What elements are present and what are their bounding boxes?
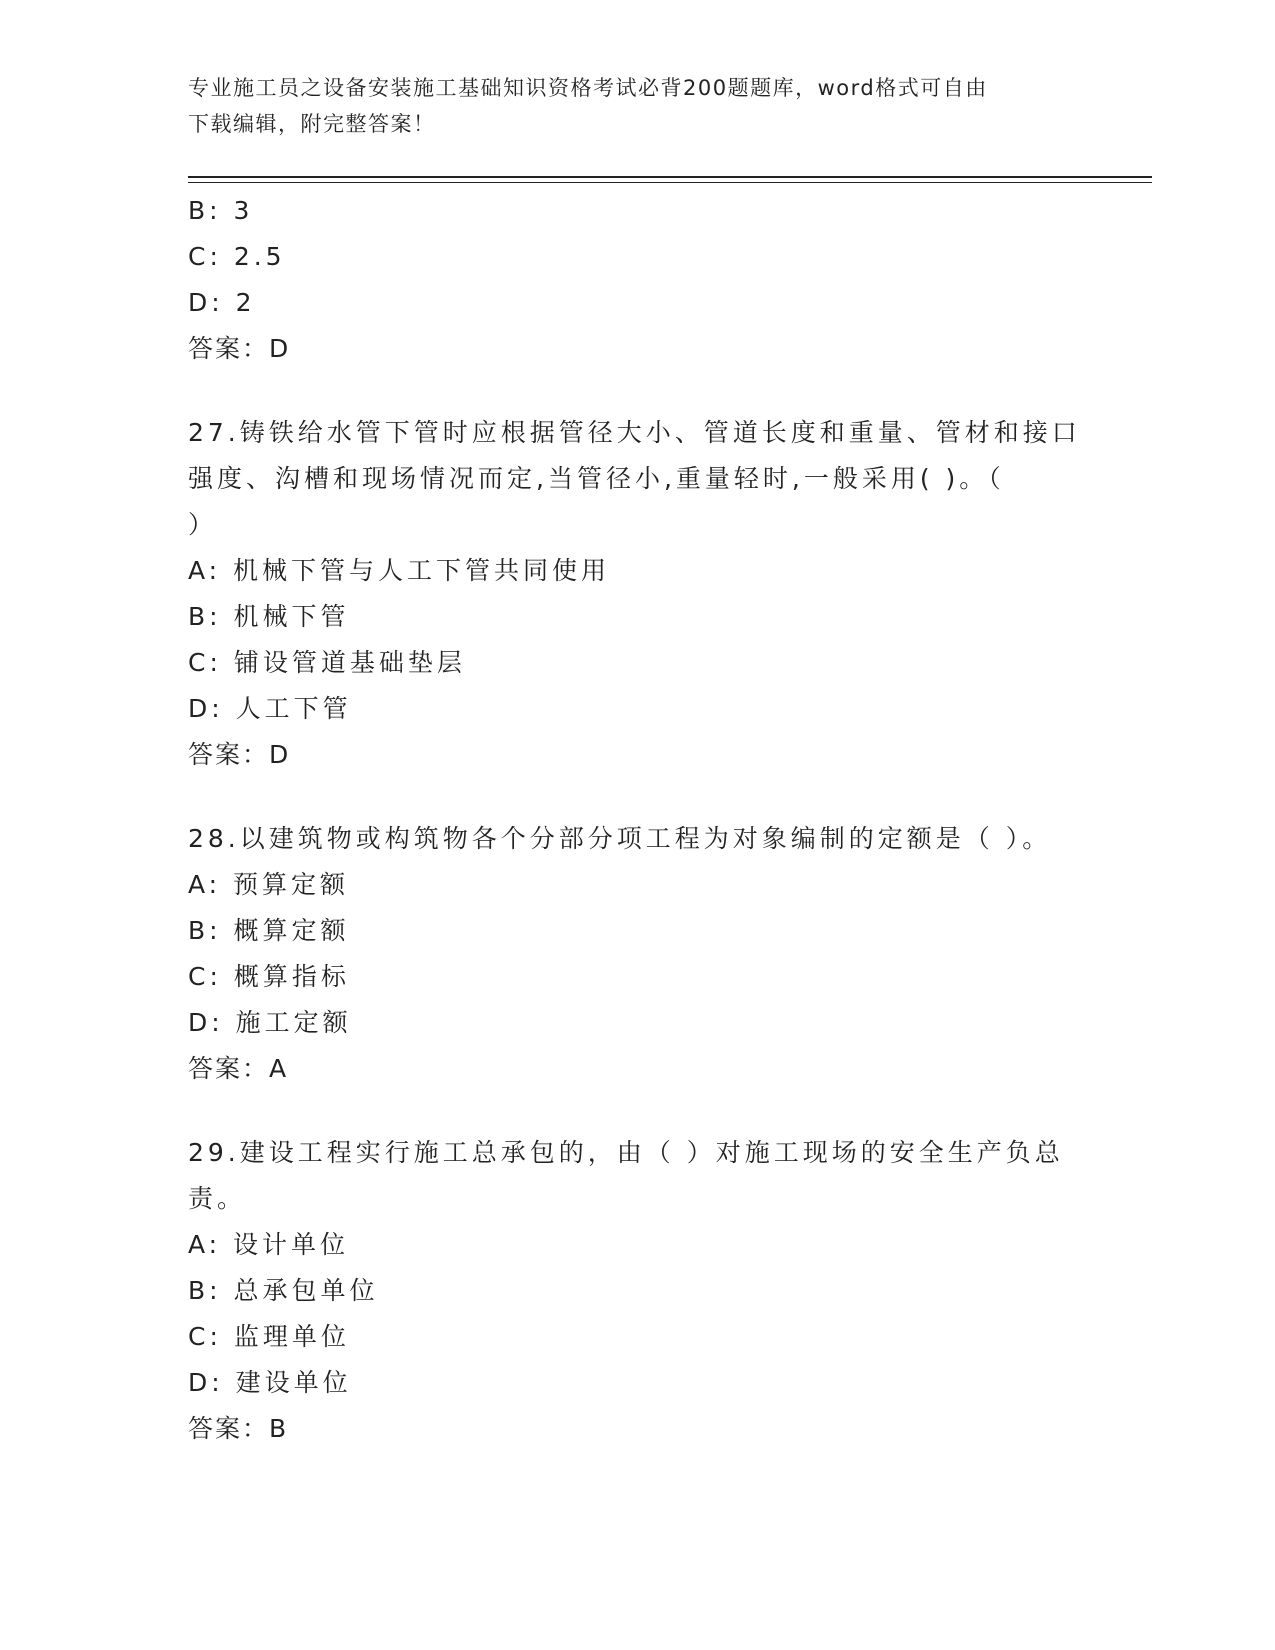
option-c: C: 监理单位 [188, 1322, 350, 1351]
question-text-line: 28.以建筑物或构筑物各个分部分项工程为对象编制的定额是（ ）。 [188, 824, 1052, 853]
option-d: D: 建设单位 [188, 1368, 352, 1397]
option-d: D: 2 [188, 288, 256, 317]
option-b: B: 机械下管 [188, 602, 350, 631]
question-text-line: 责。 [188, 1184, 247, 1213]
prev-question-tail [188, 188, 1088, 372]
header-rule-thick [188, 176, 1152, 178]
option-d: D: 人工下管 [188, 694, 352, 723]
option-d: D: 施工定额 [188, 1008, 352, 1037]
question-text-line: 27.铸铁给水管下管时应根据管径大小、管道长度和重量、管材和接口 [188, 418, 1081, 447]
option-a: A: 机械下管与人工下管共同使用 [188, 556, 611, 585]
option-c: C: 2.5 [188, 242, 286, 271]
option-a: A: 预算定额 [188, 870, 350, 899]
header-rule-thin [188, 182, 1152, 183]
answer: 答案：B [188, 1414, 289, 1443]
question-text-line: 29.建设工程实行施工总承包的，由（ ）对施工现场的安全生产负总 [188, 1138, 1064, 1167]
header-line-1: 专业施工员之设备安装施工基础知识资格考试必背200题题库，word格式可自由 [188, 76, 988, 100]
question-29 [188, 1130, 1088, 1452]
option-a: A: 设计单位 [188, 1230, 350, 1259]
answer: 答案：D [188, 334, 291, 363]
answer: 答案：D [188, 740, 291, 769]
option-b: B: 3 [188, 196, 254, 225]
document-header [188, 70, 1068, 142]
option-b: B: 总承包单位 [188, 1276, 379, 1305]
question-text-line: 强度、沟槽和现场情况而定,当管径小,重量轻时,一般采用( )。（ [188, 464, 1005, 493]
option-c: C: 概算指标 [188, 962, 350, 991]
option-b: B: 概算定额 [188, 916, 350, 945]
header-line-2: 下载编辑，附完整答案！ [188, 112, 436, 136]
option-c: C: 铺设管道基础垫层 [188, 648, 466, 677]
question-27 [188, 410, 1088, 778]
question-text-line: ） [188, 510, 218, 539]
answer: 答案：A [188, 1054, 289, 1083]
question-28 [188, 816, 1088, 1092]
question-content [188, 188, 1088, 1452]
